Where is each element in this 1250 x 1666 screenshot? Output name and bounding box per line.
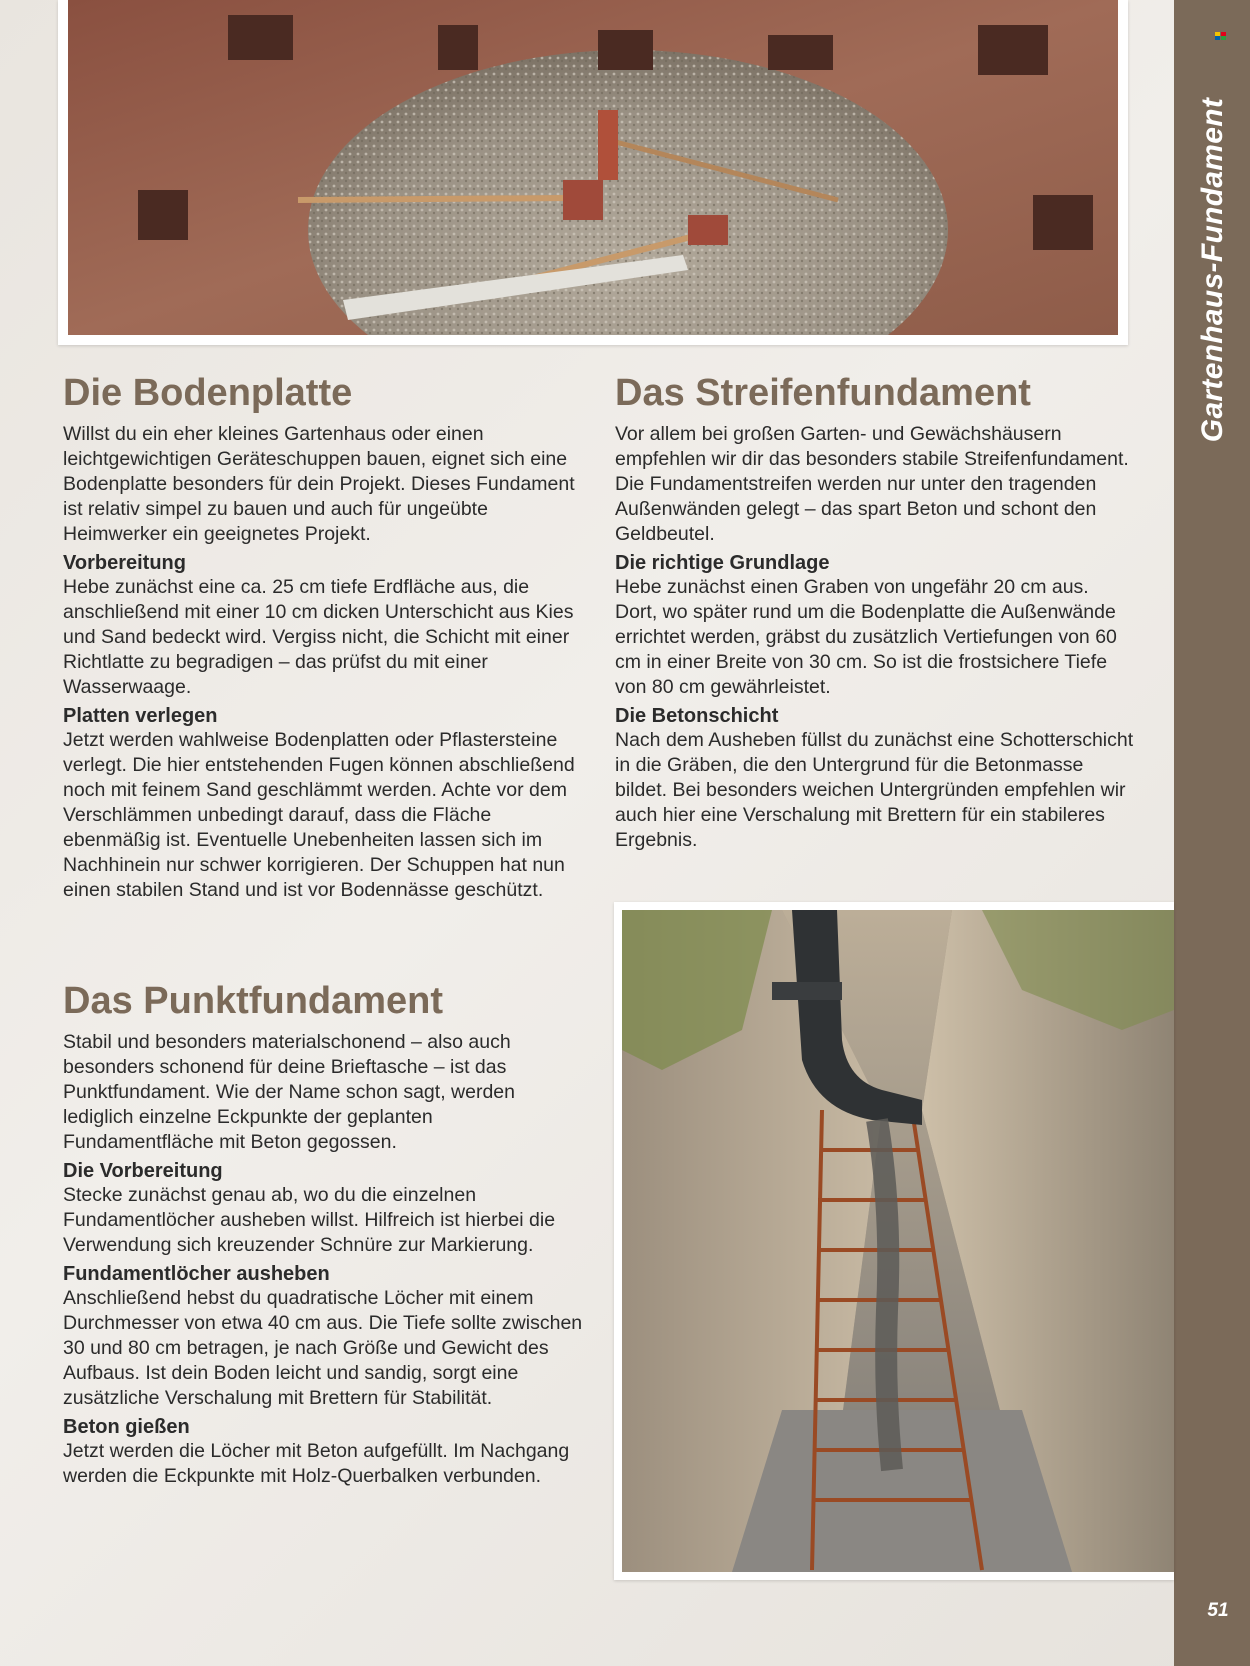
subheading: Platten verlegen: [63, 705, 218, 727]
section-streifenfundament: [615, 372, 1135, 853]
section-punktfundament: [63, 980, 583, 1489]
section-intro: Willst du ein eher kleines Gartenhaus oder einen leichtgewichtigen Geräteschuppen bauen, eignet sich eine Bodenplatte besonders für dein Projekt. Dieses Fundament ist relativ simpel zu bauen und auch für ungeübte Heimwerker ein geeignetes Projekt.: [63, 423, 575, 545]
section-heading: Die Bodenplatte: [63, 372, 353, 414]
excavation-gravel-tools-photo: [68, 0, 1118, 335]
section-bodenplatte: [63, 372, 583, 903]
paragraph: Hebe zunächst einen Graben von ungefähr 20 cm aus. Dort, wo später rund um die Bodenplatte die Außenwände errichtet werden, gräbst du zusätzlich Vertiefungen von 60 cm in einer Breite von 30 cm. So ist die frostsichere Tiefe von 80 cm gewährleistet.: [615, 576, 1117, 698]
subheading: Fundamentlöcher ausheben: [63, 1263, 330, 1285]
paragraph: Stecke zunächst genau ab, wo du die einzelnen Fundamentlöcher ausheben willst. Hilfreich ist hierbei die Verwendung sich kreuzender Schnüre zur Markierung.: [63, 1184, 556, 1256]
paragraph: Jetzt werden die Löcher mit Beton aufgefüllt. Im Nachgang werden die Eckpunkte mit Holz-Querbalken verbunden.: [63, 1440, 570, 1487]
trench-rebar-concrete-photo: [622, 910, 1174, 1572]
chapter-title: [1191, 97, 1235, 443]
paragraph: Anschließend hebst du quadratische Löcher mit einem Durchmesser von etwa 40 cm aus. Die Tiefe sollte zwischen 30 und 80 cm betragen, je nach Größe und Gewicht des Aufbaus. Ist dein Boden leicht und sandig, sorgt eine zusätzliche Verschalung mit Brettern für Stabilität.: [63, 1287, 583, 1409]
section-intro: Stabil und besonders materialschonend – also auch besonders schonend für deine Brieftasche – ist das Punktfundament. Wie der Name schon sagt, werden lediglich einzelne Eckpunkte der geplanten Fundamentfläche mit Beton gegossen.: [63, 1031, 515, 1153]
top-photo-frame: [58, 0, 1128, 345]
subheading: Die Vorbereitung: [63, 1160, 223, 1182]
chapter-title-text: Gartenhaus-Fundament: [1196, 97, 1229, 443]
section-heading: Das Punktfundament: [63, 980, 444, 1022]
paragraph: Nach dem Ausheben füllst du zunächst eine Schotterschicht in die Gräben, die den Untergrund für die Betonmasse bildet. Bei besonders weichen Untergründen empfehlen wir auch hier eine Verschalung mit Brettern für ein stabileres Ergebnis.: [615, 729, 1134, 851]
paragraph: Jetzt werden wahlweise Bodenplatten oder Pflastersteine verlegt. Die hier entstehenden Fugen können abschließend noch mit feinem Sand geschlämmt werden. Achte vor dem Verschlämmen unbedingt darauf, dass die Fläche ebenmäßig ist. Eventuelle Unebenheiten lassen sich im Nachhinein nur schwer korrigieren. Der Schuppen hat nun einen stabilen Stand und ist vor Bodennässe geschützt.: [63, 729, 575, 901]
bottom-photo-frame: [614, 902, 1174, 1580]
page-number: 51: [1207, 1600, 1229, 1621]
subheading: Die richtige Grundlage: [615, 552, 830, 574]
subheading: Beton gießen: [63, 1416, 190, 1438]
subheading: Vorbereitung: [63, 552, 186, 574]
subheading: Die Betonschicht: [615, 705, 779, 727]
section-intro: Vor allem bei großen Garten- und Gewächshäusern empfehlen wir dir das besonders stabile Streifenfundament. Die Fundamentstreifen werden nur unter den tragenden Außenwänden gelegt – das spart Beton und schont den Geldbeutel.: [615, 423, 1129, 545]
section-heading: Das Streifenfundament: [615, 372, 1031, 414]
paragraph: Hebe zunächst eine ca. 25 cm tiefe Erdfläche aus, die anschließend mit einer 10 cm dicken Unterschicht aus Kies und Sand bedeckt wird. Vergiss nicht, die Schicht mit einer Richtlatte zu begradigen – das prüfst du mit einer Wasserwaage.: [63, 576, 574, 698]
color-dots-icon: [1215, 32, 1227, 40]
